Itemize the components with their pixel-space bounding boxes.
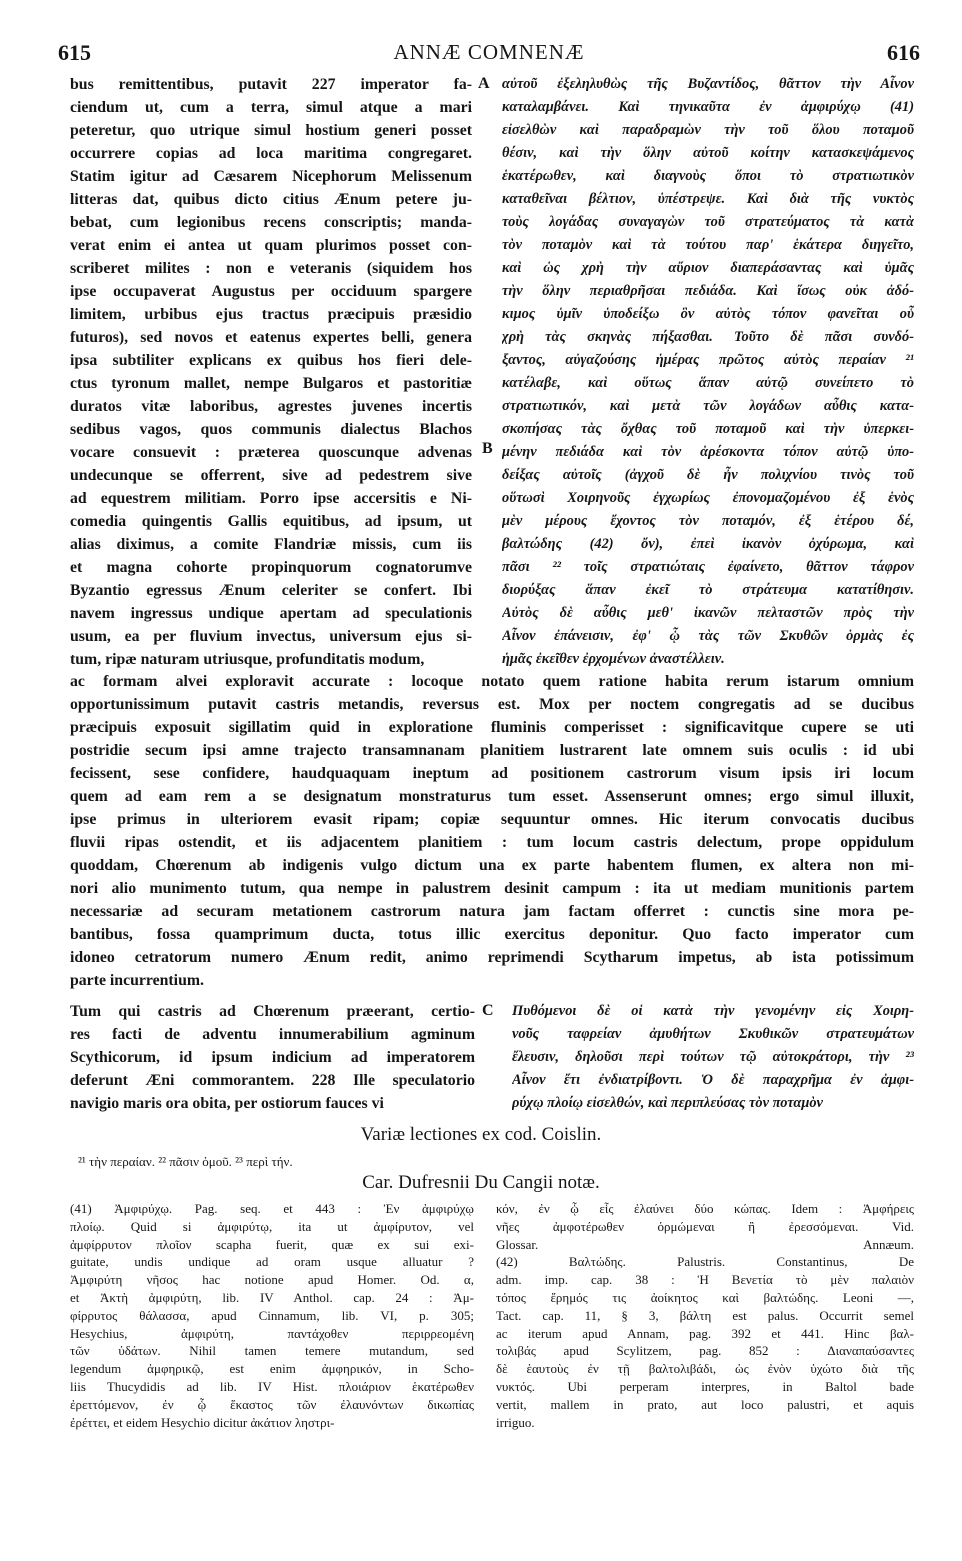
text-line: ipse occupaverat Augustus per occiduum spargere	[70, 283, 472, 300]
text-line: εἰσελθὼν καὶ παραδραμὼν τὴν τοῦ ὅλου ποταμοῦ	[502, 122, 914, 138]
text-line: τόπος ἔρημός τις ἀοίκητος καὶ βαλτώδης. Leoni —,	[496, 1289, 914, 1305]
text-line: quoddam, Chœrenum ab indigenis vulgo dictum una ex parte habentem flumen, ex altera non mi-	[70, 857, 914, 874]
text-line: Tum qui castris ad Chœrenum præerant, certio-	[70, 1003, 475, 1020]
text-line: μένην πεδιάδα καὶ τὸν ἀρέσκοντα τόπον αὐτῷ ὑπο-	[502, 444, 914, 460]
text-line: guitate, undis undique ad oram usque alluatur ?	[70, 1254, 474, 1270]
text-line: necessariæ ad securam metationem castrorum natura jam factam offerret : cunctis sine mora pe-	[70, 903, 914, 920]
notes-column-left	[70, 1200, 474, 1431]
text-line: ad equestrem militiam. Porro ipse accersitis e Ni-	[70, 490, 472, 507]
text-line: μὲν μέρους ἔχοντος τὸν ποταμόν, ἐξ ἑτέρου δέ,	[502, 513, 914, 529]
text-line: bus remittentibus, putavit 227 imperator fa-	[70, 76, 472, 93]
text-line: Byzantio egressus Ænum celeriter se confert. Ibi	[70, 582, 472, 599]
text-line: οὕτωσὶ Χοιρηνοῦς ἐγχωρίως ἐπονομαζομένου ἐξ ἑνὸς	[502, 490, 914, 506]
text-line: ἀμφίρρυτον πλοῖον scapha fuerit, quæ ex sui exi-	[70, 1236, 474, 1252]
dufresne-notes-title: Car. Dufresnii Du Cangii notæ.	[362, 1172, 600, 1193]
text-line: scriberet milites : non e veteranis (siquidem hos	[70, 260, 472, 277]
text-line: navigio maris ora obita, per ostiorum fauces vi	[70, 1095, 384, 1112]
text-line: Αἶνον ἐπάνεισιν, ἐφ' ᾧ τὰς τῶν Σκυθῶν ὁρμὰς ἐς	[502, 628, 914, 644]
text-line: ac iterum apud Annam, pag. 392 et 441. Hinc βαλ-	[496, 1325, 914, 1341]
text-line: ἡμᾶς ἐκεῖθεν ἐρχομένων ἀναστέλλειν.	[502, 651, 725, 667]
text-line: (42) Βαλτώδης. Palustris. Constantinus, De	[496, 1254, 914, 1270]
text-line: Ἀμφιρύτη νῆσος hac notione apud Homer. Od. α,	[70, 1272, 474, 1288]
text-line: τολιβάς apud Scylitzem, pag. 852 : Διαναπαύσαντες	[496, 1343, 914, 1359]
text-line: Scythicorum, id ipsum indicium ad imperatorem	[70, 1049, 475, 1066]
text-line: κόν, ἐν ᾧ εἷς ἐλαύνει δύο κώπας. Idem : Ἀμφήρεις	[496, 1201, 914, 1216]
text-line: θέσιν, καὶ τὴν ὅλην αὐτοῦ κοίτην κατασκεψάμενος	[502, 145, 914, 161]
text-line: bantibus, fossa quamprimum ducta, totus illic exercitus deponitur. Quo facto imperator cum	[70, 926, 914, 943]
text-line: vocare consuevit : præterea quoscunque advenas	[70, 444, 472, 461]
text-line: comedia quingentis Gallis equitibus, ad ipsum, ut	[70, 513, 472, 530]
text-line: ξαντος, αὐγαζούσης ἡμέρας πρῶτος αὐτὸς περαίαν ²¹	[502, 352, 914, 368]
text-line: ἐρεττόμενον, ἐν ᾧ ἕκαστος τῶν ἐλαυνόντων δικωπίας	[70, 1396, 474, 1412]
left-page-number: 615	[58, 40, 91, 65]
notes-column-right	[496, 1200, 914, 1431]
latin-column-upper	[70, 73, 472, 671]
text-line: δὲ ἑαυτοὺς ἐν τῇ βαλτολιβάδι, ὡς ἐνὸν ὑχώτο διὰ τῆς	[496, 1361, 914, 1377]
text-line: futuros), sed novos et eatenus expertes belli, genera	[70, 329, 472, 346]
section-mark-a: A	[478, 75, 490, 92]
text-line: αὐτοῦ ἐξεληλυθὼς τῆς Βυζαντίδος, θᾶττον τὴν Αἶνον	[502, 76, 914, 92]
text-line: νῆες ἀμφοτέρωθεν ὁρμώμεναι ἢ ἐρεσσόμεναι. Vid.	[496, 1218, 914, 1234]
text-line: Πυθόμενοι δὲ οἱ κατὰ τὴν γενομένην εἰς Χοιρη-	[512, 1003, 914, 1019]
text-line: ciendum ut, cum a terra, simul atque a mari	[70, 99, 472, 116]
text-line: vertit, mallem in prato, aut loco palustri, et aquis	[496, 1396, 914, 1412]
page-header	[58, 40, 920, 68]
text-line: σκοπήσας τὰς ὄχθας τοῦ ποταμοῦ καὶ τὴν ὑπερκει-	[502, 421, 914, 437]
text-line: καταθεῖναι βέλτιον, ὑπέστρεψε. Καὶ διὰ τῆς νυκτὸς	[502, 191, 914, 207]
text-line: limitem, urbibus ejus tractus præcipuis præsidio	[70, 306, 472, 323]
text-line: bebat, cum legionibus recens conscriptis; manda-	[70, 214, 472, 231]
text-line: fluvii ripas ostendit, et iis adjacentem planitiem : tum locum castris delectum, prope oppidulum	[70, 834, 914, 851]
variae-lectiones-title: Variæ lectiones ex cod. Coislin.	[360, 1124, 602, 1145]
text-line: irriguo.	[496, 1414, 535, 1430]
text-line: Statim igitur ad Cæsarem Nicephorum Melissenum	[70, 168, 472, 185]
text-line: (41) Ἀμφιρύχῳ. Pag. seq. et 443 : Ἐν ἀμφιρύχῳ	[70, 1201, 474, 1216]
greek-column-upper	[502, 73, 914, 671]
text-line: ipsa subtiliter explicans ex quibus hos fieri dele-	[70, 352, 472, 369]
text-line: δείξας αὐτοῖς (ἀγχοῦ δὲ ἦν πολιχνίου τινὸς τοῦ	[502, 467, 914, 483]
text-line: νοῦς ταφρείαν ἀμυθήτων Σκυθικῶν στρατευμάτων	[512, 1026, 914, 1042]
text-line: νυκτός. Ubi perperam interpres, in Baltol bade	[496, 1378, 914, 1394]
text-line: idoneo cetratorum numero Ænum redit, animo reprimendi Scytharum impetus, ab ista potissimum	[70, 949, 914, 966]
text-line: κιμος ὑμῖν ὑποδείξω ὃν αὐτὸς τόπον φανεῖται οὗ	[502, 306, 914, 322]
text-line: ἐρέττει, et eidem Hesychio dicitur ἀκάτιον ληστρι-	[70, 1414, 335, 1430]
text-line: φίρρυτος θάλασσα, apud Cinnamum, lib. VI, p. 305;	[70, 1307, 474, 1323]
text-line: liis Thucydidis ad lib. IV Hist. πλοιάριον ἑκατέρωθεν	[70, 1378, 474, 1394]
text-line: Αἶνον ἔτι ἐνδιατρίβοντι. Ὁ δὲ παραχρῆμα ἐν ἀμφι-	[512, 1072, 914, 1088]
text-line: βαλτώδης (42) ὄν), ἐπεὶ ἱκανὸν ὀχύρωμα, καὶ	[502, 536, 914, 552]
text-line: τὴν ὅλην περιαθρῆσαι πεδιάδα. Καὶ ἴσως οὐκ ἀδό-	[502, 283, 914, 299]
text-line: præcipuis exposuit sigillatim quid in exploratione fluminis comperisset : significavitque cupere se uti	[70, 719, 914, 736]
section-mark-c: C	[482, 1002, 494, 1019]
text-line: duratos vitæ laboribus, agrestes juvenes incertis	[70, 398, 472, 415]
text-line: καταλαμβάνει. Καὶ τηνικαῦτα ἐν ἀμφιρύχῳ (41)	[502, 99, 914, 115]
text-line: ἔλευσιν, δηλοῦσι περὶ τούτων τῷ αὐτοκράτορι, τὴν ²³	[512, 1049, 914, 1065]
text-line: peteretur, quo utrique simul hostium generi posset	[70, 122, 472, 139]
text-line: adm. imp. cap. 38 : Ἡ Βενετία τὸ μὲν παλαιὸν	[496, 1272, 914, 1288]
text-line: χρὴ τὰς σκηνὰς πήξασθαι. Τοῦτο δὲ πᾶσι συνδό-	[502, 329, 914, 345]
text-line: alias diximus, a comite Flandriæ missis, cum iis	[70, 536, 472, 553]
text-line: opportunissimum putavit castris metandis, reversus est. Mox per noctem congregatis ad se ducibus	[70, 696, 914, 713]
right-page-number: 616	[887, 40, 920, 65]
text-line: ρύχῳ πλοίῳ εἰσελθών, καὶ περιπλεύσας τὸν ποταμὸν	[512, 1095, 823, 1111]
text-line: στρατιωτικόν, καὶ μετὰ τῶν λογάδων αὖθις κατα-	[502, 398, 914, 414]
text-line: πᾶσι ²² τοῖς στρατιώταις ἐφαίνετο, θᾶττον τάφρον	[502, 559, 914, 575]
text-line: tum, ripæ naturam utriusque, profunditatis modum,	[70, 651, 425, 668]
text-line: quem ad eam rem a se designatum monstraturus tum esset. Assenserunt omnes; ergo simul illuxit,	[70, 788, 914, 805]
text-line: legendum ἀμφηρικῷ, est enim ἀμφηρικόν, in Scho-	[70, 1361, 474, 1377]
text-line: litteras dat, quibus dicto citius Ænum petere ju-	[70, 191, 472, 208]
text-line: fecissent, sese confidere, haudquaquam ineptum ad positionem castrorum visum ipsis iri locum	[70, 765, 914, 782]
text-line: ac formam alvei exploravit accurate : locoque notato quem ratione habita rerum istarum omnium	[70, 673, 914, 690]
running-title: ANNÆ COMNENÆ	[393, 40, 585, 64]
text-line: διορύξας ἅπαν ἐκεῖ τὸ στράτευμα κατατίθησιν.	[502, 582, 914, 598]
text-line: postridie secum ipsi amne trajecto transamnanam planitiem lustrarent late omnem suis oculis : id ubi	[70, 742, 914, 759]
text-line: πλοίῳ. Quid si ἀμφιρύτῳ, ita ut ἀμφίρυτον, vel	[70, 1218, 474, 1234]
text-line: τῶν ὑδάτων. Nihil tamen temere mutandum, sed	[70, 1343, 474, 1359]
text-line: sedibus vagos, quos communis dialectus Blachos	[70, 421, 472, 438]
text-line: usum, ea per fluvium invectus, universum ejus si-	[70, 628, 472, 645]
greek-column-lower	[512, 1000, 914, 1115]
text-line: Tact. cap. 11, § 3, βάλτη est palus. Occurrit semel	[496, 1307, 914, 1323]
text-line: Αὐτὸς δὲ αὖθις μεθ' ἱκανῶν πελταστῶν πρὸς τὴν	[502, 605, 914, 621]
section-mark-b: B	[482, 440, 493, 457]
text-line: κατέλαβε, καὶ οὕτως ἅπαν αὐτῷ συνείπετο τὸ	[502, 375, 914, 391]
text-line: καὶ ὡς χρὴ τὴν αὔριον διαπεράσαντας καὶ ὑμᾶς	[502, 260, 914, 276]
text-line: occurrere copias ad loca maritima congregaret.	[70, 145, 472, 162]
text-line: Glossar. Annæum.	[496, 1236, 914, 1252]
text-line: nori alio munimento tutum, qua nempe in palustrem desinit campum : ita ut mediam munitionis partem	[70, 880, 914, 897]
text-line: et magna cohorte propinquorum cognatorumve	[70, 559, 472, 576]
text-line: navem ingressus undique apertam ad speculationis	[70, 605, 472, 622]
text-line: ctus tyronum mallet, nempe Bulgaros et pastoritiæ	[70, 375, 472, 392]
latin-column-lower	[70, 1000, 475, 1115]
text-line: Hesychius, ἀμφιρύτη, παντάχοθεν περιρρεομένη	[70, 1325, 474, 1341]
text-line: res facti de adventu innumerabilium agminum	[70, 1026, 475, 1043]
latin-full-width-block	[70, 670, 914, 992]
text-line: verat enim ei antea ut quam plurimos posset con-	[70, 237, 472, 254]
text-line: τοὺς λογάδας συναγαγὼν τοῦ στρατεύματος τὰ κατὰ	[502, 214, 914, 230]
text-line: parte incurrentium.	[70, 972, 204, 989]
text-line: ipse primus in ulteriorem evasit ripam; copiæ sequuntur omnes. Hic iterum convocatis ducibus	[70, 811, 914, 828]
text-line: et Ἀκτὴ ἀμφιρύτη, lib. IV Anthol. cap. 24 : Ἀμ-	[70, 1289, 474, 1305]
variae-lectiones-line: ²¹ τὴν περαίαν. ²² πᾶσιν ὁμοῦ. ²³ περὶ τήν.	[78, 1154, 293, 1169]
text-line: ἑκατέρωθεν, καὶ διαγνοὺς ὅποι τὸ στρατιωτικὸν	[502, 168, 914, 184]
text-line: deferunt Æni commorantem. 228 Ille speculatorio	[70, 1072, 475, 1089]
text-line: τὸν ποταμὸν καὶ τὰ τούτου παρ' ἑκάτερα διηγεῖτο,	[502, 237, 914, 253]
text-line: undecunque se offerrent, sive ad pedestrem sive	[70, 467, 472, 484]
